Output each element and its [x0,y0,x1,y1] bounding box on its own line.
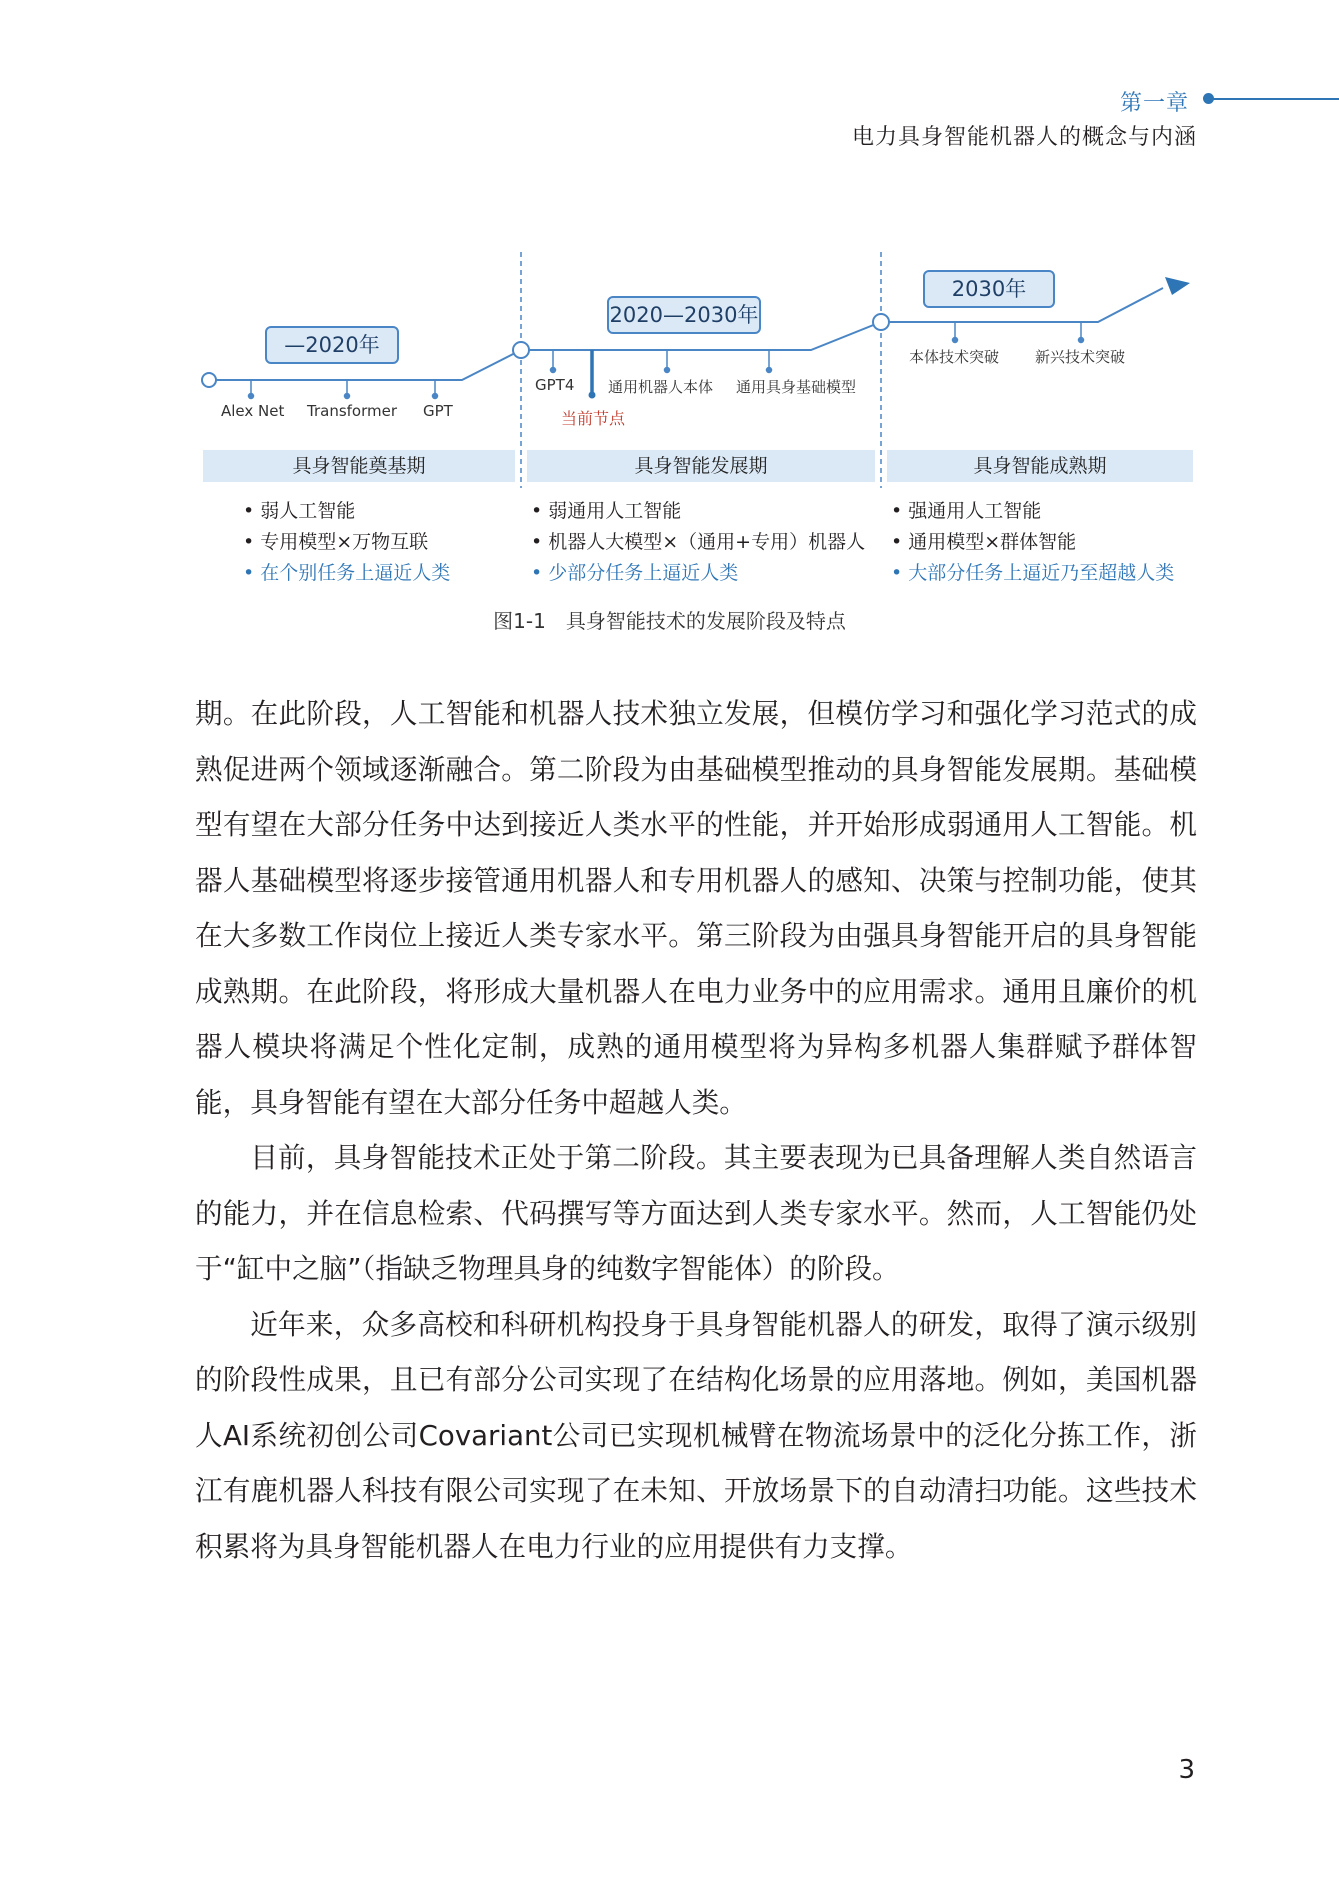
body-text [195,686,1197,1574]
stage-features [243,496,450,589]
feature-item: • 强通用人工智能 [891,496,1174,527]
node-label: 本体技术突破 [909,348,1000,366]
feature-item: • 弱人工智能 [243,496,450,527]
node-label: Alex Net [221,402,285,420]
stage-node [873,314,889,330]
stage-node [513,342,529,358]
feature-highlight: • 少部分任务上逼近人类 [531,558,865,589]
stage-band: 具身智能发展期 [527,450,875,482]
current-node-label: 当前节点 [561,409,626,428]
node-label: GPT4 [535,376,575,394]
stage-features [891,496,1174,589]
figure-caption: 图1-1 具身智能技术的发展阶段及特点 [493,609,846,633]
year-box: 2020—2030年 [607,296,761,334]
figure-timeline [195,250,1199,650]
stage-band: 具身智能奠基期 [203,450,515,482]
feature-item: • 专用模型×万物互联 [243,527,450,558]
paragraph: 目前，具身智能技术正处于第二阶段。其主要表现为已具备理解人类自然语言的能力，并在信息检索、代码撰写等方面达到人类专家水平。然而，人工智能仍处于“缸中之脑”（指缺乏物理具身的纯数字智能体）的阶段。 [195,1141,1197,1285]
year-box: 2030年 [923,270,1055,308]
timeline-start-node [202,373,216,387]
chapter-title: 电力具身智能机器人的概念与内涵 [851,125,1197,150]
year-box: —2020年 [265,326,399,364]
node-label: 新兴技术突破 [1035,348,1126,366]
feature-item: • 机器人大模型×（通用+专用）机器人 [531,527,865,558]
paragraph: 近年来，众多高校和科研机构投身于具身智能机器人的研发，取得了演示级别的阶段性成果，且已有部分公司实现了在结构化场景的应用落地。例如，美国机器人AI系统初创公司Covariant公司已实现机械臂在物流场景中的泛化分拣工作，浙江有鹿机器人科技有限公司实现了在未知、开放场景下的自动清扫功能。这些技术积累将为具身智能机器人在电力行业的应用提供有力支撑。 [195,1307,1197,1563]
header-rule [1212,98,1339,100]
feature-item: • 通用模型×群体智能 [891,527,1174,558]
page-number: 3 [1178,1755,1195,1785]
node-label: 通用具身基础模型 [736,378,857,396]
node-label: Transformer [307,402,398,420]
stage-features [531,496,865,589]
node-label: 通用机器人本体 [608,378,714,396]
stage-band: 具身智能成熟期 [887,450,1193,482]
paragraph: 期。在此阶段，人工智能和机器人技术独立发展，但模仿学习和强化学习范式的成熟促进两个领域逐渐融合。第二阶段为由基础模型推动的具身智能发展期。基础模型有望在大部分任务中达到接近人类水平的性能，并开始形成弱通用人工智能。机器人基础模型将逐步接管通用机器人和专用机器人的感知、决策与控制功能，使其在大多数工作岗位上接近人类专家水平。第三阶段为由强具身智能开启的具身智能成熟期。在此阶段，将形成大量机器人在电力业务中的应用需求。通用且廉价的机器人模块将满足个性化定制，成熟的通用模型将为异构多机器人集群赋予群体智能，具身智能有望在大部分任务中超越人类。 [195,697,1197,1119]
feature-highlight: • 在个别任务上逼近人类 [243,558,450,589]
feature-item: • 弱通用人工智能 [531,496,865,527]
timeline-arrowhead [1165,277,1190,295]
feature-highlight: • 大部分任务上逼近乃至超越人类 [891,558,1174,589]
node-label: GPT [423,402,453,420]
chapter-label: 第一章 [1119,91,1189,116]
